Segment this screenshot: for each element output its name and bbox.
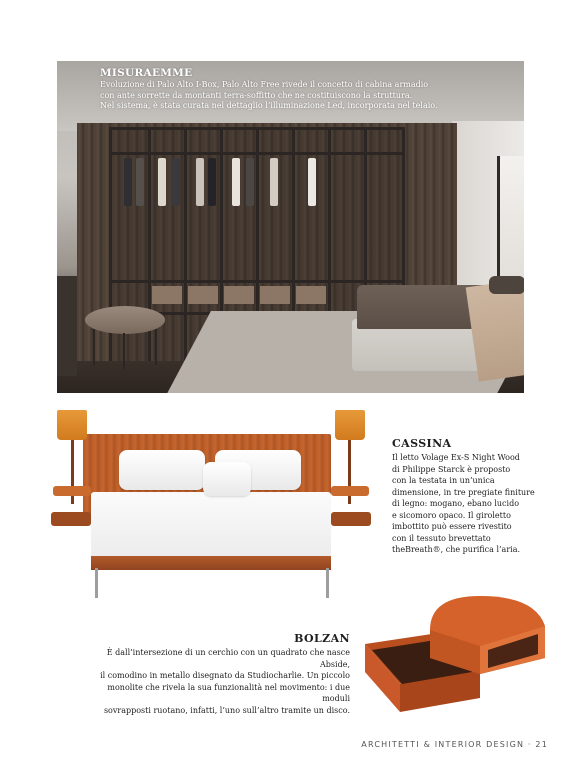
pillow [203, 462, 251, 496]
misuraemme-caption [100, 67, 440, 112]
right-lamp [335, 410, 365, 440]
bolzan-heading: BOLZAN [294, 632, 350, 645]
misuraemme-line: Evoluzione di Palo Alto I-Box, Palo Alto Free rivede il concetto di cabina armadio [100, 80, 429, 89]
bolzan-caption [92, 632, 350, 716]
ottoman [85, 306, 165, 334]
cassina-line: con il tessuto brevettato [392, 533, 491, 543]
cassina-line: theBreath®, che purifica l’aria. [392, 545, 521, 554]
bolzan-line: monolite che rivela la sua funzionalità nel movimento: i due moduli [107, 682, 350, 703]
misuraemme-heading: MISURAEMME [100, 67, 193, 79]
pillow [119, 450, 205, 490]
mattress [91, 492, 331, 558]
bed-frame [91, 556, 331, 570]
left-lamp [57, 410, 87, 440]
side-table [57, 276, 77, 376]
bed-pillow [489, 276, 524, 294]
cassina-line: dimensione, in tre pregiate finiture [392, 487, 535, 497]
abside-nightstand-image [360, 592, 560, 722]
right-night-shelf [331, 486, 369, 496]
misuraemme-line: con ante sorrette da montanti terra-soffitto che ne costituiscono la struttura. [100, 90, 413, 100]
misuraemme-body [100, 80, 440, 112]
bolzan-line: sovrapposti ruotano, infatti, l’uno sull’altro tramite un disco. [103, 705, 350, 715]
cassina-line: e sicomoro opaco. Il giroletto [392, 510, 511, 520]
bolzan-line: È dall’intersezione di un cerchio con un quadrato che nasce Abside, [106, 648, 350, 669]
cassina-caption [392, 437, 552, 556]
cassina-body [392, 452, 552, 556]
bolzan-line: il comodino in metallo disegnato da Studiocharlie. Un piccolo [100, 671, 350, 680]
left-night-shelf [53, 486, 91, 496]
cassina-line: con la testata in un’unica [392, 476, 495, 485]
misuraemme-line: Nel sistema, è stata curata nel dettaglio l’illuminazione Led, incorporata nel telaio. [100, 101, 438, 110]
cassina-line: imbottito può essere rivestito [392, 522, 512, 531]
cassina-line: di legno: mogano, ebano lucido [392, 499, 520, 508]
cassina-line: Il letto Volage Ex-S Night Wood [392, 453, 520, 462]
volage-bed-image [45, 402, 375, 607]
cassina-heading: CASSINA [392, 437, 452, 450]
left-night-drawer [51, 512, 91, 526]
bolzan-body [92, 647, 350, 716]
page-footer: ARCHITETTI & INTERIOR DESIGN · 21 [361, 740, 548, 749]
right-night-drawer [331, 512, 371, 526]
cassina-line: di Philippe Starck è proposto [392, 464, 511, 474]
